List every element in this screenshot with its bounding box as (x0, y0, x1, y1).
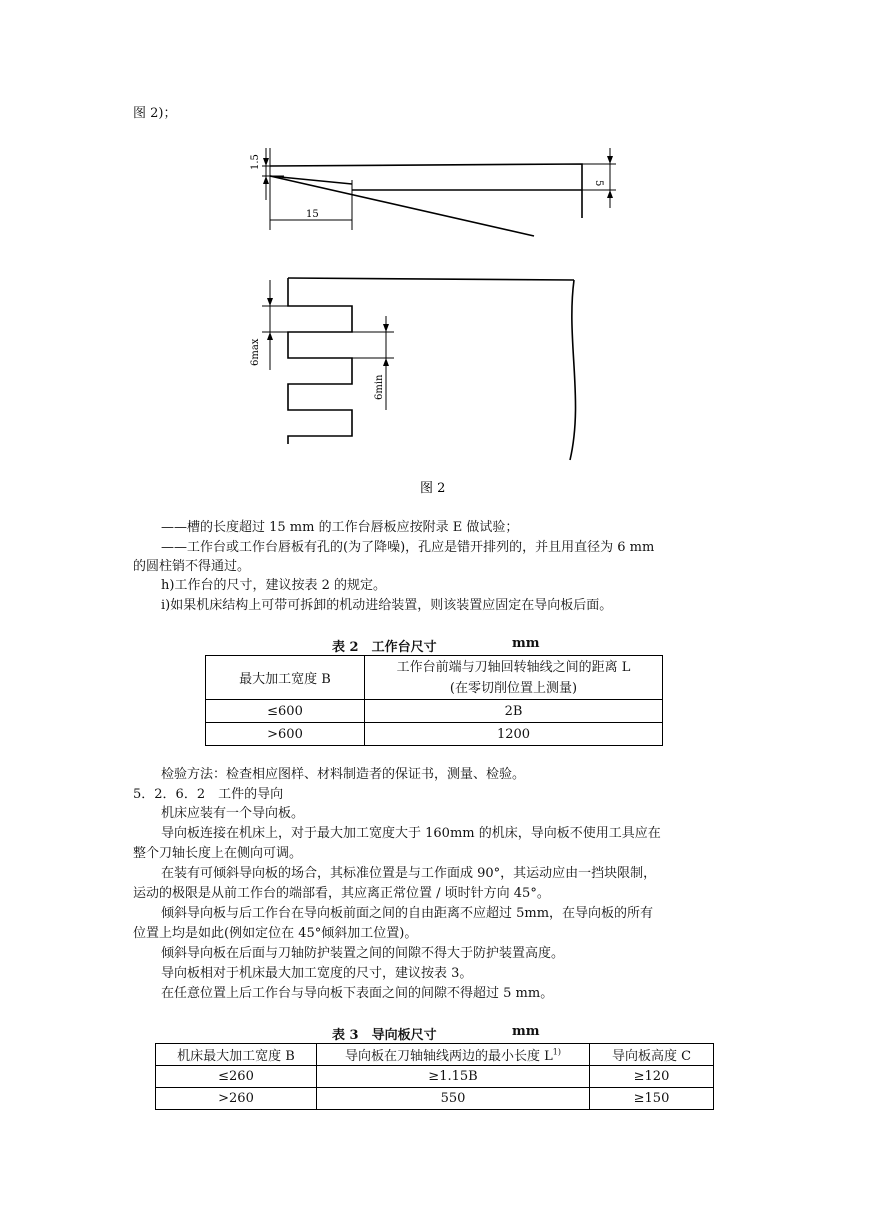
table-row (156, 1088, 714, 1110)
lip-chamfer (270, 176, 534, 236)
para-test-method: 检验方法：检查相应图样、材料制造者的保证书，测量、检验。 (161, 767, 526, 782)
para-slot-length: ——槽的长度超过 15 mm 的工作台唇板应按附录 E 做试验； (161, 520, 519, 535)
table3-cell: ≥1.15B (317, 1066, 590, 1088)
table-row (206, 700, 663, 723)
para-guide-3-cont: 运动的极限是从前工作台的端部看，其应离正常位置 / 顷时针方向 45°。 (133, 886, 550, 901)
table2-header-l (365, 656, 663, 700)
para-guide-5: 倾斜导向板在后面与刀轴防护装置之间的间隙不得大于防护装置高度。 (161, 946, 565, 961)
dim-15-label: 15 (306, 209, 319, 220)
comb-outline (288, 278, 352, 444)
para-guide-7: 在任意位置上后工作台与导向板下表面之间的间隙不得超过 5 mm。 (161, 986, 554, 1001)
table3-header-b: 机床最大加工宽度 B (156, 1044, 317, 1066)
table2-header-l-line1: 工作台前端与刀轴回转轴线之间的距离 L (396, 659, 631, 675)
table2-header-b: 最大加工宽度 B (206, 656, 365, 700)
para-h: h)工作台的尺寸，建议按表 2 的规定。 (161, 578, 386, 593)
table3-unit: mm (512, 1024, 540, 1039)
table3-cell: ≥120 (590, 1066, 714, 1088)
table3-header-l (317, 1044, 590, 1066)
lip-edge-lower (270, 176, 352, 184)
figure-2-drawing (248, 140, 620, 500)
dim-5-label: 5 (593, 180, 604, 187)
figure-reference: 图 2)； (133, 106, 177, 121)
para-guide-4: 倾斜导向板与后工作台在导向板前面之间的自由距离不应超过 5mm，在导向板的所有 (161, 906, 654, 921)
table3-cell: ≤260 (156, 1066, 317, 1088)
dim-6min-label: 6min (374, 374, 385, 400)
dim-1-5-label: 1.5 (250, 154, 261, 170)
table2-header-l-line2: (在零切削位置上测量) (449, 680, 578, 696)
table3-cell: >260 (156, 1088, 317, 1110)
section-heading: 5．2．6．2 工件的导向 (133, 787, 284, 802)
table3-header-c: 导向板高度 C (590, 1044, 714, 1066)
table2-cell: 1200 (365, 723, 663, 746)
table2-cell: 2B (365, 700, 663, 723)
table2-unit: mm (512, 636, 540, 651)
footnote-marker: 1) (552, 1047, 561, 1057)
table-row (156, 1066, 714, 1088)
table2-caption: 表 2 工作台尺寸 (332, 640, 437, 655)
para-holes: ——工作台或工作台唇板有孔的(为了降噪)，孔应是错开排列的，并且用直径为 6 mm (161, 540, 655, 555)
table3-cell: ≥150 (590, 1088, 714, 1110)
para-guide-2: 导向板连接在机床上，对于最大加工宽度大于 160mm 的机床，导向板不使用工具应在 (161, 826, 661, 841)
dim-6max-label: 6max (250, 338, 261, 366)
table-2 (205, 655, 663, 746)
table2-cell: >600 (206, 723, 365, 746)
para-i: i)如果机床结构上可带可拆卸的机动进给装置，则该装置应固定在导向板后面。 (161, 598, 613, 613)
para-guide-1: 机床应装有一个导向板。 (161, 806, 305, 821)
table3-header-l-text: 导向板在刀轴轴线两边的最小长度 L (345, 1049, 553, 1064)
figure-caption: 图 2 (420, 481, 446, 496)
para-guide-2-cont: 整个刀轴长度上在侧向可调。 (133, 846, 303, 861)
para-guide-3: 在装有可倾斜导向板的场合，其标准位置是与工作面成 90°，其运动应由一挡块限制， (161, 866, 657, 881)
table3-cell: 550 (317, 1088, 590, 1110)
table-3 (155, 1043, 714, 1110)
figure-2 (248, 140, 620, 500)
table3-caption: 表 3 导向板尺寸 (332, 1028, 437, 1043)
para-guide-6: 导向板相对于机床最大加工宽度的尺寸，建议按表 3。 (161, 966, 473, 981)
table-row (206, 723, 663, 746)
table2-cell: ≤600 (206, 700, 365, 723)
para-holes-cont: 的圆柱销不得通过。 (133, 559, 251, 574)
para-guide-4-cont: 位置上均是如此(例如定位在 45°倾斜加工位置)。 (133, 926, 418, 941)
